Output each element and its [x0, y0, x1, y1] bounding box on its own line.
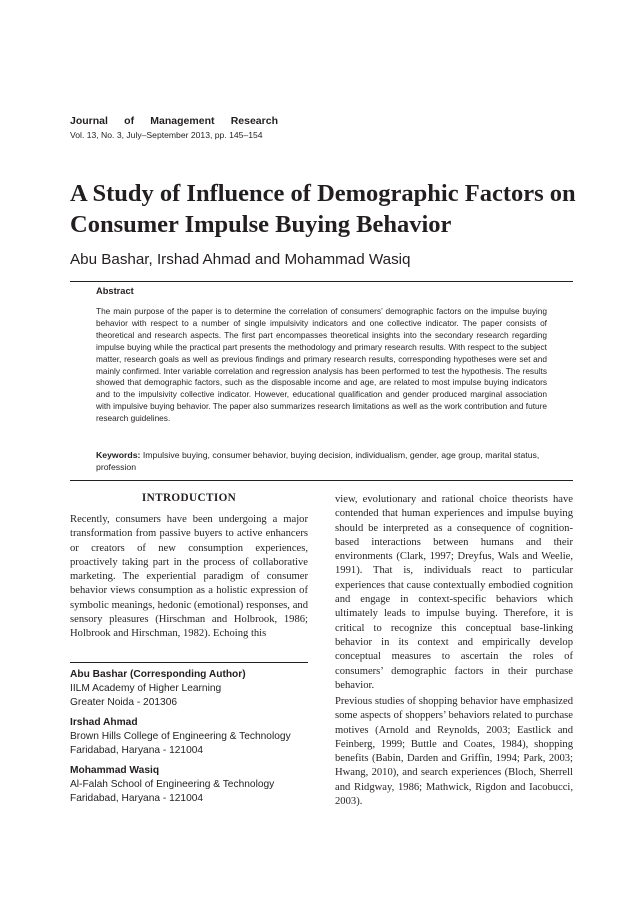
journal-name-word: Research: [230, 115, 278, 127]
affiliation-name: Irshad Ahmad: [70, 717, 138, 728]
abstract-body: The main purpose of the paper is to determine the correlation of consumers’ demographic factors on the impulse buying behavior with respect to a number of single impulsivity indicators and one collective indicator. The paper consists of theoretical and research aspects. The first part encompasses theoretical insights into the secondary research regarding impulse buying while the practical part presents the methodology and primary research results. With respect to the subject matter, research goals as well as previous findings and primary research results, corresponding hypotheses were set and mainly confirmed. Inter variable correlation and regression analysis has been performed to test the hypothesis. The results showed that demographic factors, such as the disposable income and age, are related to most impulse buying indicators and to the impulsivity collective indicator. However, educational qualification and gender produced marginal association with impulsive buying behavior. The paper also summarizes research limitations as well as the work contribution and future research guidelines.: [96, 306, 547, 424]
author-list: Abu Bashar, Irshad Ahmad and Mohammad Wasiq: [70, 251, 411, 268]
affiliation-name: Abu Bashar (Corresponding Author): [70, 669, 246, 680]
paper-title: A Study of Influence of Demographic Factors on Consumer Impulse Buying Behavior: [70, 180, 576, 238]
affiliation-line: Greater Noida - 201306: [70, 697, 178, 708]
journal-name-word: of: [124, 115, 135, 127]
abstract-heading: Abstract: [96, 286, 134, 296]
affiliation: [70, 764, 320, 806]
author-affiliations: [70, 668, 320, 812]
journal-name-word: Management: [150, 115, 215, 127]
divider-bottom: [70, 480, 573, 481]
keywords-text: Impulsive buying, consumer behavior, buying decision, individualism, gender, age group, marital status, profession: [96, 450, 540, 473]
keywords: [96, 449, 551, 474]
body-paragraph: Previous studies of shopping behavior have emphasized some aspects of shoppers’ behaviors related to purchase motives (Arnold and Reynolds, 2003; Eastlick and Feinberg, 1999; Buttle and Coates, 1984), shopping benefits (Babin, Darden and Griffin, 1994; Park, 2003; Hwang, 2010), and search experiences (Bloch, Sherrell and Ridgway, 1986; Mathwick, Rigdon and Iacobucci, 2003).: [335, 696, 573, 808]
journal-name-word: Journal: [70, 115, 108, 127]
body-paragraph: Recently, consumers have been undergoing a major transformation from passive buyers to active enhancers or creators of new consumption experiences, proactively taking part in the process of collaborative marketing. The experiential paradigm of consumer behavior views consumption as a holistic expression of symbolic meanings, hedonic (emotional) responses, and sensory pleasures (Hirschman and Holbrook, 1986; Holbrook and Hirschman, 1982). Echoing this: [70, 514, 308, 640]
affiliation-name: Mohammad Wasiq: [70, 765, 160, 776]
keywords-label: Keywords:: [96, 450, 141, 460]
divider-top: [70, 281, 573, 282]
affiliation-line: Brown Hills College of Engineering & Technology: [70, 731, 291, 742]
affiliation: [70, 668, 320, 710]
divider-affiliations: [70, 662, 308, 663]
journal-header: [70, 115, 278, 141]
section-heading-introduction: INTRODUCTION: [141, 492, 237, 504]
affiliation: [70, 716, 320, 758]
affiliation-line: Faridabad, Haryana - 121004: [70, 793, 204, 804]
affiliation-line: IILM Academy of Higher Learning: [70, 683, 222, 694]
journal-issue: Vol. 13, No. 3, July–September 2013, pp. 145–154: [70, 130, 263, 140]
affiliation-line: Al-Falah School of Engineering & Technology: [70, 779, 275, 790]
affiliation-line: Faridabad, Haryana - 121004: [70, 745, 204, 756]
body-paragraph: view, evolutionary and rational choice theorists have contended that human experiences and impulse buying should be interpreted as a consequence of cognition-based interactions between humans and their environments (Clark, 1997; Dreyfus, Wals and Weelie, 1991). That is, individuals react to particular experiences that cause contextually embodied cognition and engage in context-specific behaviors which ultimately leads to impulse buying. Therefore, it is critical to recognize this conceptual base-linking behavior in its context and empirically develop conceptual measures to ascertain the roles of consumers’ demographic factors in their purchase behavior.: [335, 494, 573, 691]
journal-name: [70, 115, 278, 128]
